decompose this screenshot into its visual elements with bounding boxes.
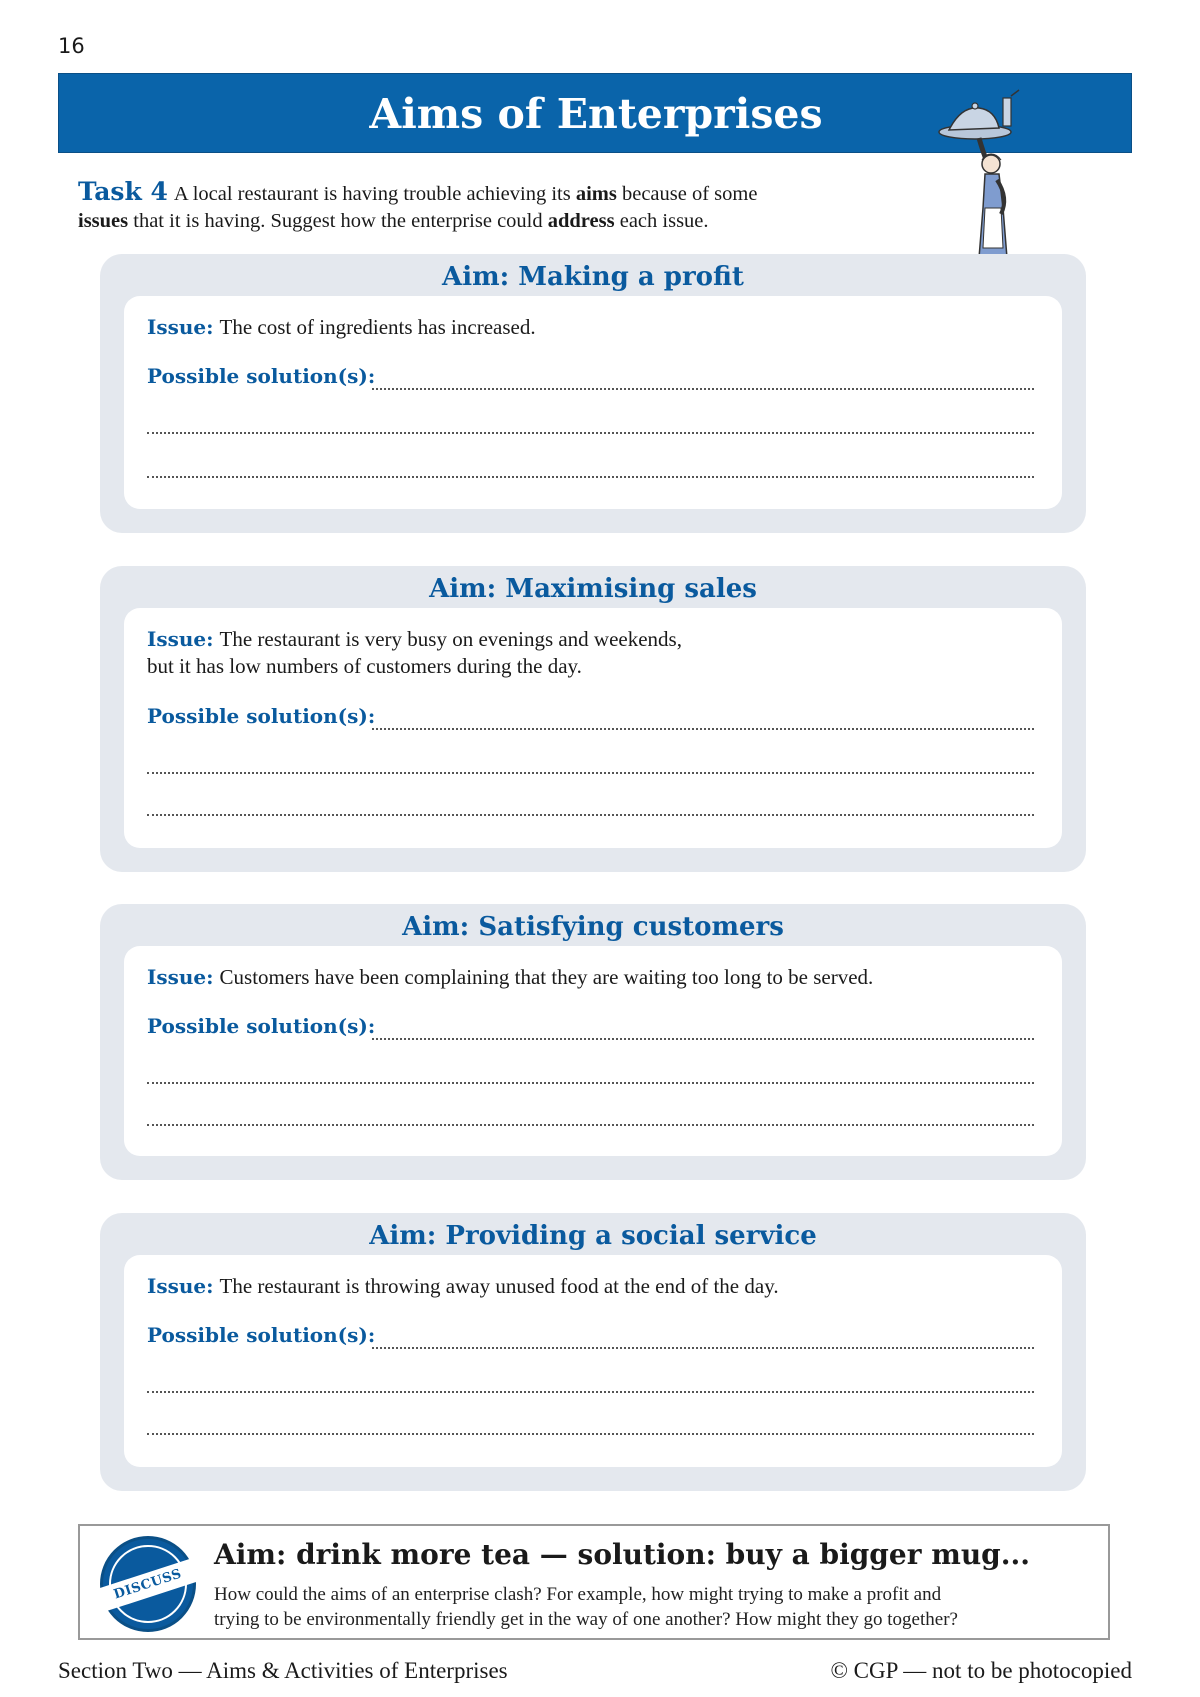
answer-line[interactable] [147, 476, 1034, 478]
discuss-badge-icon [100, 1536, 196, 1632]
task-bold-aims: aims [575, 183, 617, 205]
answer-line[interactable] [147, 1124, 1034, 1126]
issue-text [147, 314, 1027, 341]
aim-answer-card [124, 1255, 1062, 1467]
page-title: Aims of Enterprises [369, 90, 823, 138]
answer-line[interactable] [147, 1433, 1034, 1435]
task-text: that it is having. Suggest how the enterprise could [128, 210, 548, 232]
issue-line-1: The restaurant is throwing away unused food at the end of the day. [219, 1274, 779, 1298]
discuss-heading: Aim: drink more tea — solution: buy a bigger mug... [214, 1538, 1031, 1571]
issue-label: Issue: [147, 315, 214, 339]
aim-title: Aim: Providing a social service [369, 1221, 817, 1251]
issue-text [147, 964, 1027, 991]
possible-solutions-label: Possible solution(s): [147, 1323, 376, 1347]
aim-title: Aim: Maximising sales [429, 574, 757, 604]
issue-text [147, 1273, 1027, 1300]
task-instructions [78, 178, 958, 235]
footer-copyright: © CGP — not to be photocopied [830, 1658, 1132, 1683]
issue-line-2: but it has low numbers of customers during the day. [147, 654, 582, 678]
answer-line[interactable] [372, 728, 1034, 730]
aim-answer-card [124, 946, 1062, 1156]
task-text: A local restaurant is having trouble achieving its [173, 183, 576, 205]
discuss-body-line-1: How could the aims of an enterprise clash? For example, how might trying to make a profit and [214, 1584, 942, 1605]
discuss-body-line-2: trying to be environmentally friendly get in the way of one another? How might they go together? [214, 1609, 958, 1630]
issue-line-1: The restaurant is very busy on evenings and weekends, [219, 627, 682, 651]
task-bold-address: address [547, 210, 615, 232]
issue-label: Issue: [147, 1274, 214, 1298]
discuss-badge-label: DISCUSS [98, 1558, 199, 1611]
answer-line[interactable] [147, 814, 1034, 816]
task-bold-issues: issues [78, 210, 129, 232]
discuss-body [214, 1582, 1094, 1632]
aim-panel-profit [100, 254, 1086, 533]
issue-line-1: Customers have been complaining that they are waiting too long to be served. [219, 965, 874, 989]
answer-line[interactable] [147, 1391, 1034, 1393]
answer-line[interactable] [147, 1082, 1034, 1084]
aim-answer-card [124, 296, 1062, 509]
task-text: each issue. [614, 210, 709, 232]
aim-title: Aim: Satisfying customers [402, 912, 784, 942]
aim-panel-sales [100, 566, 1086, 872]
aim-title: Aim: Making a profit [442, 262, 744, 292]
issue-label: Issue: [147, 965, 214, 989]
answer-line[interactable] [147, 772, 1034, 774]
footer-section-title: Section Two — Aims & Activities of Enterprises [58, 1658, 508, 1683]
issue-line-1: The cost of ingredients has increased. [219, 315, 536, 339]
possible-solutions-label: Possible solution(s): [147, 1014, 376, 1038]
answer-line[interactable] [372, 1038, 1034, 1040]
answer-line[interactable] [372, 388, 1034, 390]
possible-solutions-label: Possible solution(s): [147, 364, 376, 388]
aim-panel-social-service [100, 1213, 1086, 1491]
page-number: 16 [58, 34, 85, 58]
aim-panel-customers [100, 904, 1086, 1180]
task-text: because of some [616, 183, 758, 205]
answer-line[interactable] [372, 1347, 1034, 1349]
aim-answer-card [124, 608, 1062, 848]
task-label: Task 4 [78, 177, 168, 206]
answer-line[interactable] [147, 432, 1034, 434]
issue-label: Issue: [147, 627, 214, 651]
issue-text [147, 626, 1027, 680]
possible-solutions-label: Possible solution(s): [147, 704, 376, 728]
discuss-box [78, 1524, 1110, 1640]
